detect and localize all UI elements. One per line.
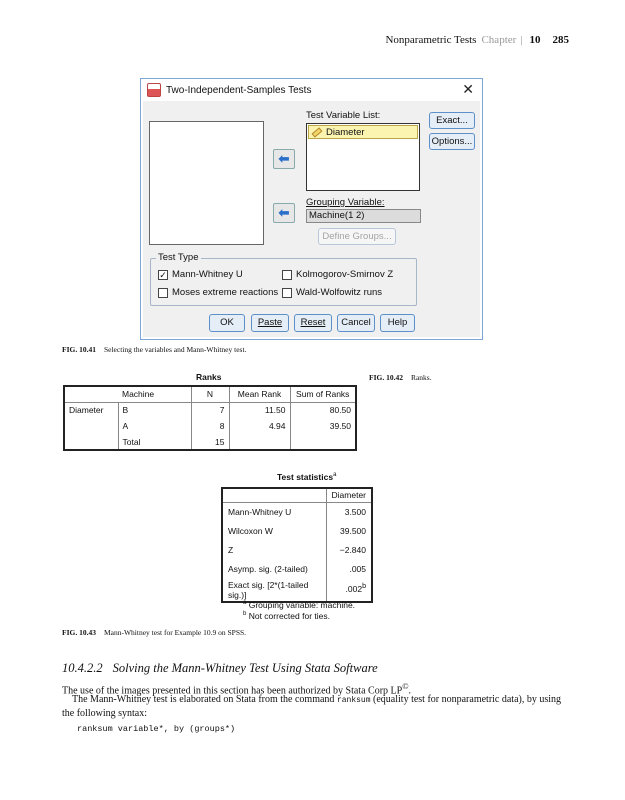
mann-whitney-label: Mann-Whitney U [172,269,243,280]
table-header: N [191,386,229,402]
table-header-row [64,386,356,402]
mann-whitney-checkbox[interactable] [158,269,243,280]
move-to-test-list-button[interactable] [273,149,295,169]
checkbox-unchecked-icon [282,270,292,280]
cancel-button[interactable]: Cancel [337,314,375,332]
ok-button[interactable]: OK [209,314,245,332]
spss-app-icon [147,83,161,97]
stat-value: −2.840 [326,540,372,559]
paragraph-authorization: The use of the images presented in this section has been authorized by Stata Corp LP©. [62,682,412,697]
dialog-title-bar [147,82,311,98]
test-statistics-table [221,487,373,603]
exact-button[interactable]: Exact... [429,112,475,129]
close-icon[interactable]: ✕ [462,81,474,97]
source-variable-list[interactable] [149,121,264,245]
figure-caption-10-43 [62,628,246,637]
test-variable-list[interactable] [306,123,420,191]
table-header: Mean Rank [229,386,290,402]
table-header: Machine [118,386,191,402]
arrow-left-icon: ⬅ [278,151,290,166]
table-row [64,418,356,434]
row-variable: Diameter [64,402,118,418]
test-type-legend: Test Type [158,252,199,263]
paste-button[interactable]: Paste [251,314,289,332]
caption-text: Selecting the variables and Mann-Whitney test. [103,345,247,354]
value-superscript: b [362,582,366,590]
copyright-superscript: © [402,682,409,691]
table-header-row [222,488,372,502]
kolmogorov-smirnov-checkbox[interactable] [282,269,393,280]
row-mean-rank: 4.94 [229,418,290,434]
moses-checkbox[interactable] [158,287,278,298]
row-n: 15 [191,434,229,450]
paragraph-syntax: The Mann-Whitney test is elaborated on Stata from the command ranksum (equality test for nonparametric data), by using the following syntax: [62,694,562,719]
table-header: Diameter [326,488,372,502]
running-head-title: Nonparametric Tests [385,34,477,46]
move-to-grouping-button[interactable] [273,203,295,223]
table-row [64,434,356,450]
caption-text: Mann-Whitney test for Example 10.9 on SPSS. [103,628,247,637]
stat-label: Asymp. sig. (2-tailed) [228,563,308,574]
wald-wolfowitz-label: Wald-Wolfowitz runs [296,287,383,298]
running-head-chapter: Chapter [481,34,517,46]
kolmogorov-smirnov-label: Kolmogorov-Smirnov Z [296,269,394,280]
test-variable-list-label: Test Variable List: [306,110,381,121]
page-number: 285 [552,34,569,46]
table-row [222,540,372,559]
row-mean-rank [229,434,290,450]
section-title: Solving the Mann-Whitney Test Using Stata Software [112,661,378,675]
ranks-title: Ranks [196,372,222,382]
dialog-title: Two-Independent-Samples Tests [166,84,312,96]
stat-value: .002$^b$ [326,578,372,602]
row-machine: Total [118,434,191,450]
table-header: Sum of Ranks [290,386,356,402]
stat-label: Z [228,544,234,555]
row-sum-ranks: 39.50 [290,418,356,434]
footnote-a: $^a$ Grouping variable: machine. [243,600,356,610]
table-row [64,402,356,418]
test-variable-item[interactable] [308,125,418,139]
checkbox-unchecked-icon [158,288,168,298]
checkbox-checked-icon: ✓ [159,269,167,280]
footnote-b: $^b$ Not corrected for ties. [243,611,330,621]
test-type-group [150,252,417,306]
checkbox-unchecked-icon [282,288,292,298]
row-sum-ranks: 80.50 [290,402,356,418]
caption-text: Ranks. [410,373,432,382]
caption-label: FIG. 10.43 [62,628,96,637]
caption-label: FIG. 10.41 [62,345,96,354]
two-independent-samples-dialog [140,78,483,340]
running-head [385,34,569,46]
running-head-separator: | [520,34,523,46]
grouping-variable-label: Grouping Variable: [306,197,385,208]
grouping-variable-field[interactable]: Machine(1 2) [306,209,421,223]
stat-value: .005 [326,559,372,578]
row-n: 7 [191,402,229,418]
section-number: 10.4.2.2 [62,661,103,675]
stat-label: Mann-Whitney U [228,506,292,517]
table-header [64,386,118,402]
stat-value: 39.500 [326,521,372,540]
row-machine: A [118,418,191,434]
figure-caption-10-42 [369,373,432,382]
row-mean-rank: 11.50 [229,402,290,418]
define-groups-button[interactable]: Define Groups... [318,228,396,245]
stat-label: Wilcoxon W [228,525,273,536]
syntax-code: ranksum variable*, by (groups*) [77,724,236,734]
scale-variable-icon [312,127,323,137]
stat-value: 3.500 [326,502,372,521]
section-heading [62,661,378,676]
reset-button[interactable]: Reset [294,314,332,332]
test-variable-item-label: Diameter [326,126,365,138]
row-n: 8 [191,418,229,434]
row-sum-ranks [290,434,356,450]
caption-label: FIG. 10.42 [369,373,403,382]
title-superscript: a [333,472,337,479]
running-head-chapter-number: 10 [529,34,541,46]
table-row [222,559,372,578]
table-row [222,502,372,521]
wald-wolfowitz-checkbox[interactable] [282,287,382,298]
dialog-body [143,101,480,337]
test-statistics-title: Test statistics$^a$ [277,472,337,482]
table-row [222,578,372,602]
figure-caption-10-41 [62,345,246,354]
stat-label: Exact sig. [2*(1-tailed sig.)] [228,579,309,600]
options-button[interactable]: Options... [429,133,475,150]
moses-label: Moses extreme reactions [172,287,279,298]
arrow-left-icon: ⬅ [278,205,290,220]
inline-command: ranksum [336,696,371,705]
help-button[interactable]: Help [380,314,415,332]
table-row [222,521,372,540]
row-machine: B [118,402,191,418]
ranks-table [63,385,357,451]
